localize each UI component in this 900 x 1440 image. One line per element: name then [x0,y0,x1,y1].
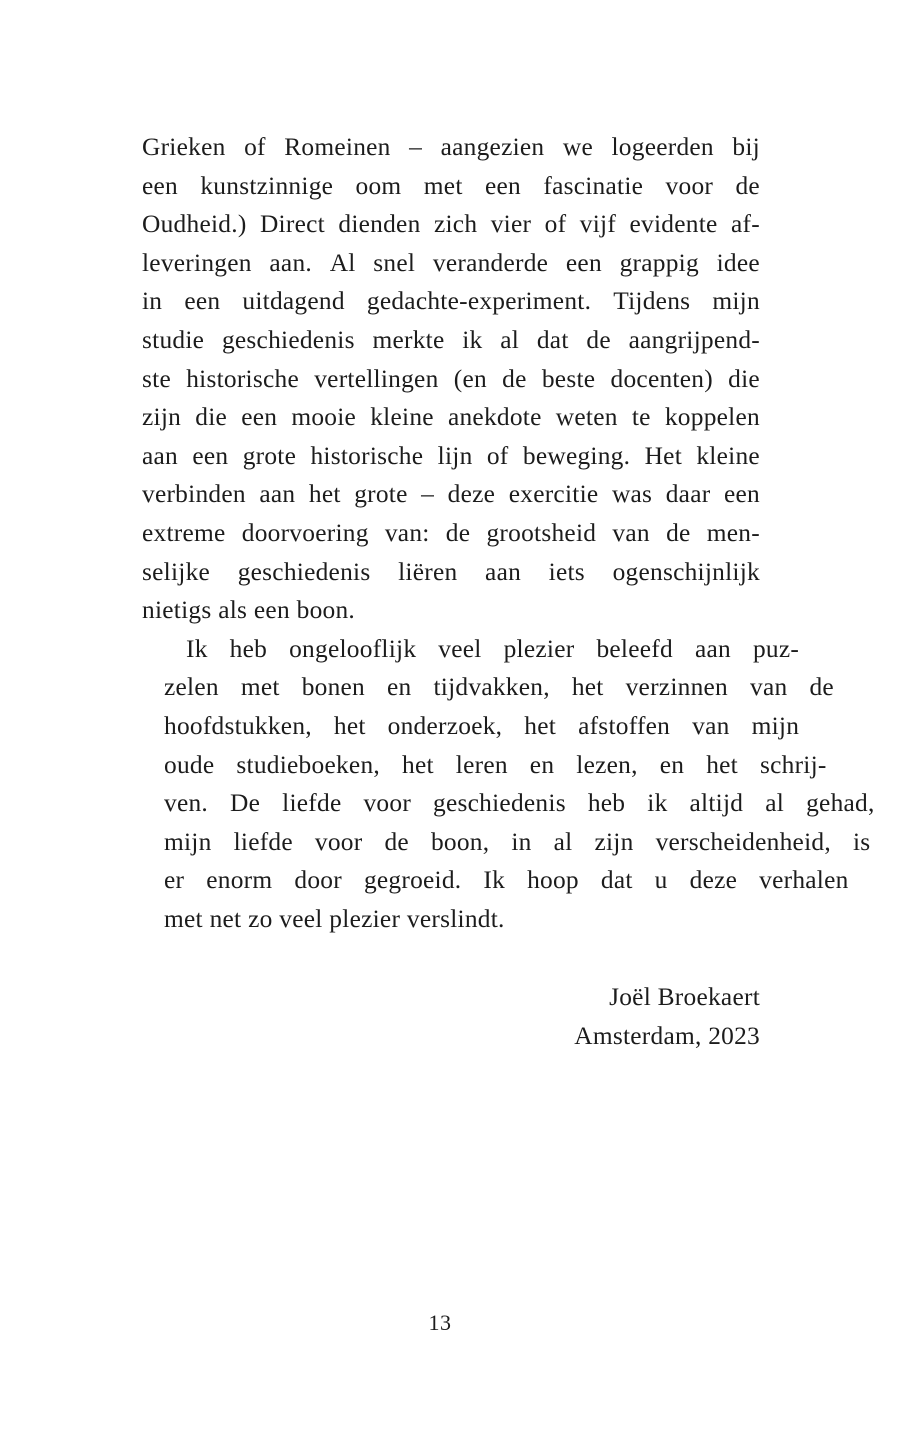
text-line: mijn liefde voor de boon, in al zijn verscheidenheid, is [164,827,871,856]
text-line: in een uitdagend gedachte-experiment. Tijdens mijn [142,287,760,316]
signature-block [142,978,760,1055]
text-line: selijke geschiedenis liëren aan iets ogenschijnlijk [142,557,760,586]
text-line: zelen met bonen en tijdvakken, het verzinnen van de [164,673,834,702]
paragraph-1 [142,128,760,630]
signature-place-year: Amsterdam, 2023 [574,1021,760,1050]
body-text-block [142,128,875,938]
text-line: een kunstzinnige oom met een fascinatie voor de [142,171,760,200]
text-line: met net zo veel plezier verslindt. [164,904,505,933]
text-line: verbinden aan het grote – deze exercitie was daar een [142,480,760,509]
text-line: zijn die een mooie kleine anekdote weten te koppelen [142,403,760,432]
paragraph-indent [142,630,164,669]
text-line: leveringen aan. Al snel veranderde een grappig idee [142,248,760,277]
text-line: er enorm door gegroeid. Ik hoop dat u deze verhalen [164,866,849,895]
text-line: Grieken of Romeinen – aangezien we logeerden bij [142,133,760,161]
text-line: Oudheid.) Direct dienden zich vier of vijf evidente af- [142,210,760,239]
text-line: ven. De liefde voor geschiedenis heb ik altijd al gehad, [164,789,875,818]
page-number: 13 [428,1310,452,1335]
paragraph-2 [142,630,875,939]
text-line: oude studieboeken, het leren en lezen, en het schrij- [164,750,827,779]
text-line: studie geschiedenis merkte ik al dat de aangrijpend- [142,325,760,354]
text-line: nietigs als een boon. [142,596,356,625]
signature-author: Joël Broekaert [609,983,760,1011]
text-line: ste historische vertellingen (en de beste docenten) die [142,364,760,393]
text-line: Ik heb ongelooflijk veel plezier beleefd aan puz- [142,630,760,669]
text-line: extreme doorvoering van: de grootsheid van de men- [142,518,760,547]
text-line: hoofdstukken, het onderzoek, het afstoffen van mijn [164,711,800,740]
text-line: aan een grote historische lijn of beweging. Het kleine [142,441,760,470]
